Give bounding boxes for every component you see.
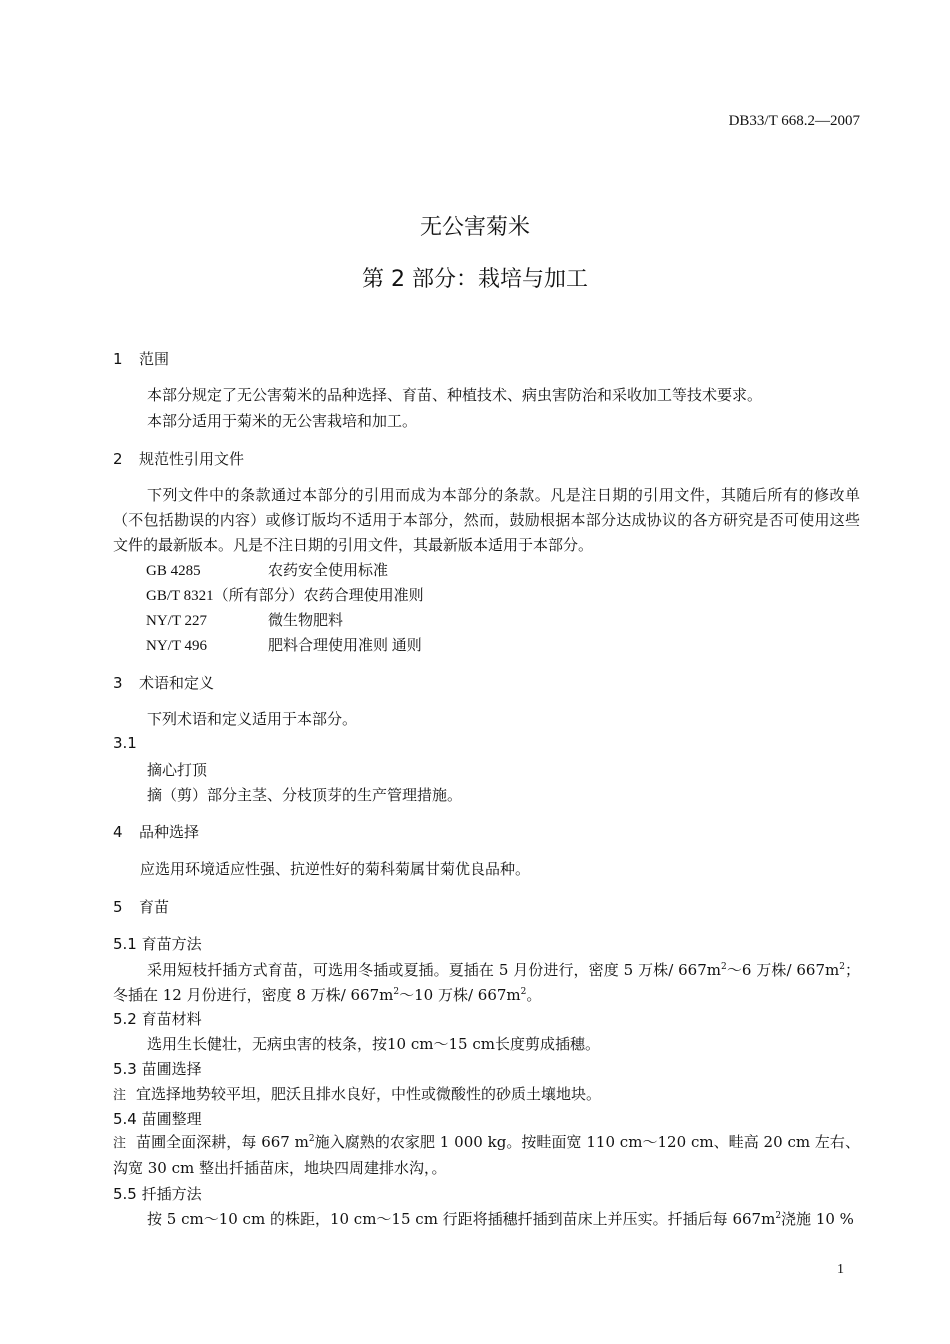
subsection-5-3-note <box>113 1083 601 1104</box>
subsection-number: 5.1 <box>113 935 137 953</box>
superscript: 2 <box>308 1134 315 1144</box>
superscript: 2 <box>520 987 527 997</box>
subsection-5-1-paragraph <box>113 958 860 1008</box>
reference-code: GB 4285 <box>146 563 201 579</box>
text-run: ～6 万株/ 667m <box>726 961 840 979</box>
reference-item <box>146 559 388 580</box>
superscript: 2 <box>839 962 845 972</box>
subsection-title: 育苗材料 <box>141 1010 202 1028</box>
text-run: 按 5 cm～10 cm 的株距，10 cm～15 cm 行距将插穗扦插到苗床上并压实。扦插后每 667m <box>147 1210 776 1228</box>
subsection-5-3-heading <box>113 1058 202 1079</box>
standard-code: DB33/T 668.2—2007 <box>728 113 860 129</box>
reference-item <box>146 634 422 655</box>
section-3-paragraph: 下列术语和定义适用于本部分。 <box>147 710 358 728</box>
subsection-5-4-note <box>113 1130 860 1181</box>
text-run: 施入腐熟的农家肥 1 000 kg。按畦面宽 110 cm～120 cm、畦高 20 cm 左右、沟宽 30 cm 整出扦插苗床，地块四周建排水沟，。 <box>113 1133 860 1177</box>
page-number: 1 <box>837 1262 844 1277</box>
text-run: 。 <box>526 986 542 1004</box>
subsection-5-5-paragraph <box>147 1208 854 1229</box>
subsection-number: 5.2 <box>113 1010 137 1028</box>
term-definition: 摘（剪）部分主茎、分枝顶芽的生产管理措施。 <box>147 786 463 804</box>
note-label: 注 <box>113 1136 127 1151</box>
reference-title: 农药安全使用标准 <box>268 563 389 579</box>
reference-code: NY/T 227 <box>146 613 207 629</box>
subsection-5-2-paragraph: 选用生长健壮，无病虫害的枝条，按10 cm～15 cm长度剪成插穗。 <box>147 1035 600 1053</box>
subsection-5-4-heading <box>113 1108 202 1129</box>
reference-code: GB/T 8321（所有部分） <box>146 588 304 604</box>
section-title: 育苗 <box>139 898 170 916</box>
text-run: ～10 万株/ 667m <box>399 986 521 1004</box>
note-text: 宜选择地势较平坦，肥沃且排水良好，中性或微酸性的砂质土壤地块。 <box>136 1085 602 1103</box>
term-number: 3.1 <box>113 734 137 752</box>
section-1-paragraph-2: 本部分适用于菊米的无公害栽培和加工。 <box>147 412 418 430</box>
section-title: 范围 <box>139 350 170 368</box>
subsection-5-5-heading <box>113 1183 202 1204</box>
section-3-heading <box>113 672 214 693</box>
subsection-5-1-heading <box>113 933 202 954</box>
superscript: 2 <box>393 987 400 997</box>
subsection-title: 苗圃整理 <box>141 1110 202 1128</box>
section-1-heading <box>113 348 169 369</box>
superscript: 2 <box>775 1211 782 1221</box>
section-number: 5 <box>113 898 123 916</box>
text-run: 浇施 10 % <box>781 1210 854 1228</box>
subsection-title: 育苗方法 <box>141 935 202 953</box>
subsection-5-2-heading <box>113 1008 202 1029</box>
section-number: 4 <box>113 823 123 841</box>
section-title: 品种选择 <box>139 823 200 841</box>
term-name: 摘心打顶 <box>147 761 208 779</box>
superscript: 2 <box>721 962 727 972</box>
text-run: 苗圃全面深耕，每 667 m <box>136 1133 309 1151</box>
section-1-paragraph-1: 本部分规定了无公害菊米的品种选择、育苗、种植技术、病虫害防治和采收加工等技术要求。 <box>147 386 763 404</box>
section-title: 术语和定义 <box>139 674 215 692</box>
section-title: 规范性引用文件 <box>139 450 245 468</box>
subsection-number: 5.3 <box>113 1060 137 1078</box>
reference-item <box>146 609 343 630</box>
subsection-number: 5.5 <box>113 1185 137 1203</box>
subsection-title: 苗圃选择 <box>141 1060 202 1078</box>
section-number: 2 <box>113 450 123 468</box>
text-run: 采用短枝扦插方式育苗，可选用冬插或夏插。夏插在 5 月份进行，密度 5 万株/ 667m <box>147 961 721 979</box>
reference-title: 肥料合理使用准则 通则 <box>268 638 422 654</box>
reference-item <box>146 584 424 605</box>
reference-title: 微生物肥料 <box>268 613 344 629</box>
subsection-number: 5.4 <box>113 1110 137 1128</box>
section-number: 3 <box>113 674 123 692</box>
reference-code: NY/T 496 <box>146 638 207 654</box>
subsection-title: 扦插方法 <box>141 1185 202 1203</box>
section-5-heading <box>113 896 169 917</box>
section-2-paragraph: 下列文件中的条款通过本部分的引用而成为本部分的条款。凡是注日期的引用文件，其随后所有的修改单（不包括勘误的内容）或修订版均不适用于本部分，然而，鼓励根据本部分达成协议的各方研究是否可使用这些文件的最新版本。凡是不注日期的引用文件，其最新版本适用于本部分。 <box>113 486 860 554</box>
section-2-heading <box>113 448 244 469</box>
document-subtitle: 第 2 部分：栽培与加工 <box>362 267 588 292</box>
section-4-paragraph: 应选用环境适应性强、抗逆性好的菊科菊属甘菊优良品种。 <box>140 860 531 878</box>
reference-title: 农药合理使用准则 <box>303 588 424 604</box>
section-number: 1 <box>113 350 123 368</box>
note-label: 注 <box>113 1088 127 1103</box>
text-run: ；冬插在 12 月份进行，密度 8 万株/ 667m <box>113 961 860 1004</box>
section-4-heading <box>113 821 199 842</box>
document-title: 无公害菊米 <box>419 215 530 240</box>
